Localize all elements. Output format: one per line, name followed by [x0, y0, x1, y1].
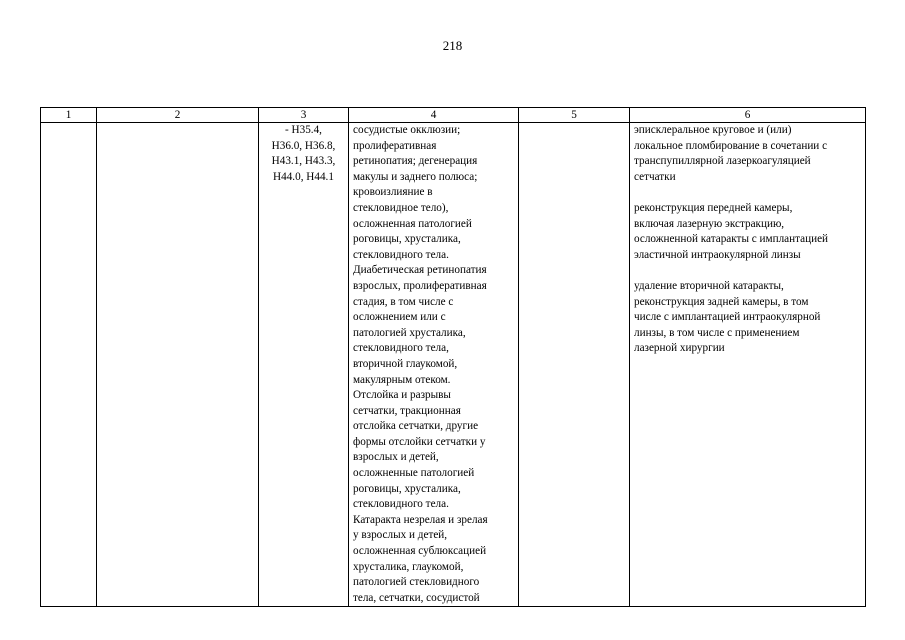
document-table	[40, 107, 866, 607]
column-header-3: 3	[259, 108, 349, 123]
treatment-method-2: реконструкция передней камеры, включая лазерную экстракцию, осложненной катаракты с имплантацией эластичной интраокулярной линзы	[634, 201, 829, 261]
cell-col-2	[97, 123, 259, 607]
cell-diagnosis-codes	[259, 123, 349, 607]
table-header-row	[41, 108, 866, 123]
cell-disease-description	[349, 123, 519, 607]
cell-treatment-methods	[630, 123, 866, 607]
column-header-4: 4	[349, 108, 519, 123]
treatment-method-1: эписклеральное круговое и (или) локальное пломбирование в сочетании с транспупиллярной лазеркоагуляцией сетчатки	[634, 124, 828, 183]
diagnosis-codes-text: - H35.4, H36.0, H36.8, H43.1, H43.3, H44.0, H44.1	[271, 124, 336, 183]
column-header-6: 6	[630, 108, 866, 123]
treatment-method-3: удаление вторичной катаракты, реконструкция задней камеры, в том числе с имплантацией интраокулярной линзы, в том числе с применением лазерной хирургии	[634, 279, 821, 355]
column-header-1: 1	[41, 108, 97, 123]
column-header-5: 5	[519, 108, 630, 123]
cell-col-5	[519, 123, 630, 607]
column-header-2: 2	[97, 108, 259, 123]
page-number: 218	[442, 38, 463, 53]
table-row	[41, 123, 866, 607]
cell-col-1	[41, 123, 97, 607]
disease-description-text: сосудистые окклюзии; пролиферативная ретинопатия; дегенерация макулы и заднего полюса; кровоизлияние в стекловидное тело), осложненная патологией роговицы, хрусталика, стекловидного тела. Диабетическая ретинопатия взрослых, пролиферативная стадия, в том числе с осложнением или с патологией хрусталика, стекловидного тела, вторичной глаукомой, макулярным отеком. Отслойка и разрывы сетчатки, тракционная отслойка сетчатки, другие формы отслойки сетчатки у взрослых и детей, осложненные патологией роговицы, хрусталика, стекловидного тела. Катаракта незрелая и зрелая у взрослых и детей, осложненная сублюксацией хрусталика, глаукомой, патологией стекловидного тела, сетчатки, сосудистой	[353, 124, 488, 604]
